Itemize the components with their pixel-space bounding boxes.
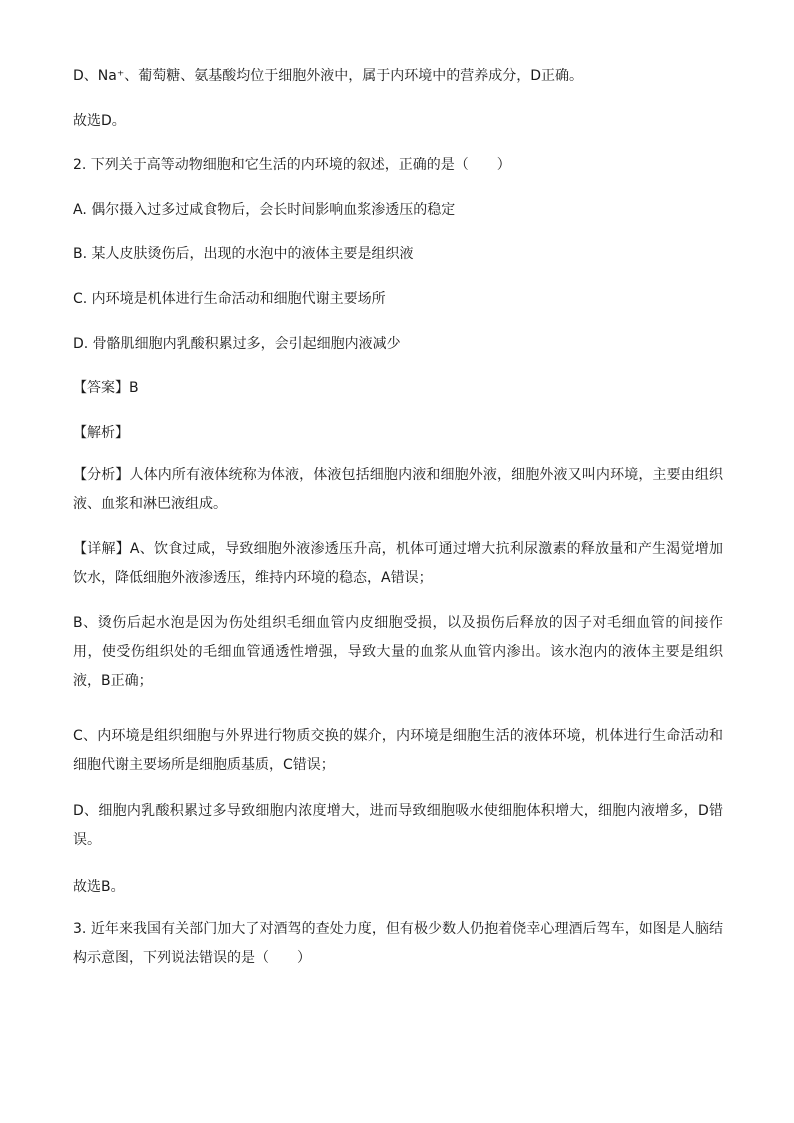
- question-3-stem: 3. 近年来我国有关部门加大了对酒驾的查处力度，但有极少数人仍抱着侥幸心理酒后驾车，如图是人脑结构示意图，下列说法错误的是（ ）: [73, 921, 723, 966]
- question-2-option-b: B. 某人皮肤烫伤后，出现的水泡中的液体主要是组织液: [73, 246, 414, 262]
- prev-conclusion: 故选D。: [73, 113, 126, 129]
- question-2-option-a: A. 偶尔摄入过多过咸食物后，会长时间影响血浆渗透压的稳定: [73, 202, 456, 218]
- question-2-option-d: D. 骨骼肌细胞内乳酸积累过多，会引起细胞内液减少: [73, 336, 401, 352]
- question-2-detail-b: B、烫伤后起水泡是因为伤处组织毛细血管内皮细胞受损，以及损伤后释放的因子对毛细血管的间接作用，使受伤组织处的毛细血管通透性增强，导致大量的血浆从血管内渗出。该水泡内的液体主要是组织液，B正确；: [73, 615, 723, 689]
- question-2-analysis-summary: 【分析】人体内所有液体统称为体液，体液包括细胞内液和细胞外液，细胞外液又叫内环境，主要由组织液、血浆和淋巴液组成。: [73, 467, 723, 512]
- question-2-answer: 【答案】B: [73, 380, 139, 396]
- question-2-detail-a: 【详解】A、饮食过咸，导致细胞外液渗透压升高，机体可通过增大抗利尿激素的释放量和产生渴觉增加饮水，降低细胞外液渗透压，维持内环境的稳态，A错误；: [73, 541, 723, 586]
- question-2-detail-d: D、细胞内乳酸积累过多导致细胞内浓度增大，进而导致细胞吸水使细胞体积增大，细胞内液增多，D错误。: [73, 803, 723, 848]
- prev-option-d-analysis: D、Na⁺、葡萄糖、氨基酸均位于细胞外液中，属于内环境中的营养成分，D正确。: [73, 68, 583, 84]
- question-2-detail-c: C、内环境是组织细胞与外界进行物质交换的媒介，内环境是细胞生活的液体环境，机体进行生命活动和细胞代谢主要场所是细胞质基质，C错误；: [73, 728, 723, 773]
- question-2-conclusion: 故选B。: [73, 879, 125, 895]
- question-2-analysis-heading: 【解析】: [73, 425, 129, 441]
- question-2-option-c: C. 内环境是机体进行生命活动和细胞代谢主要场所: [73, 291, 386, 307]
- question-2-stem: 2. 下列关于高等动物细胞和它生活的内环境的叙述，正确的是（ ）: [73, 157, 511, 173]
